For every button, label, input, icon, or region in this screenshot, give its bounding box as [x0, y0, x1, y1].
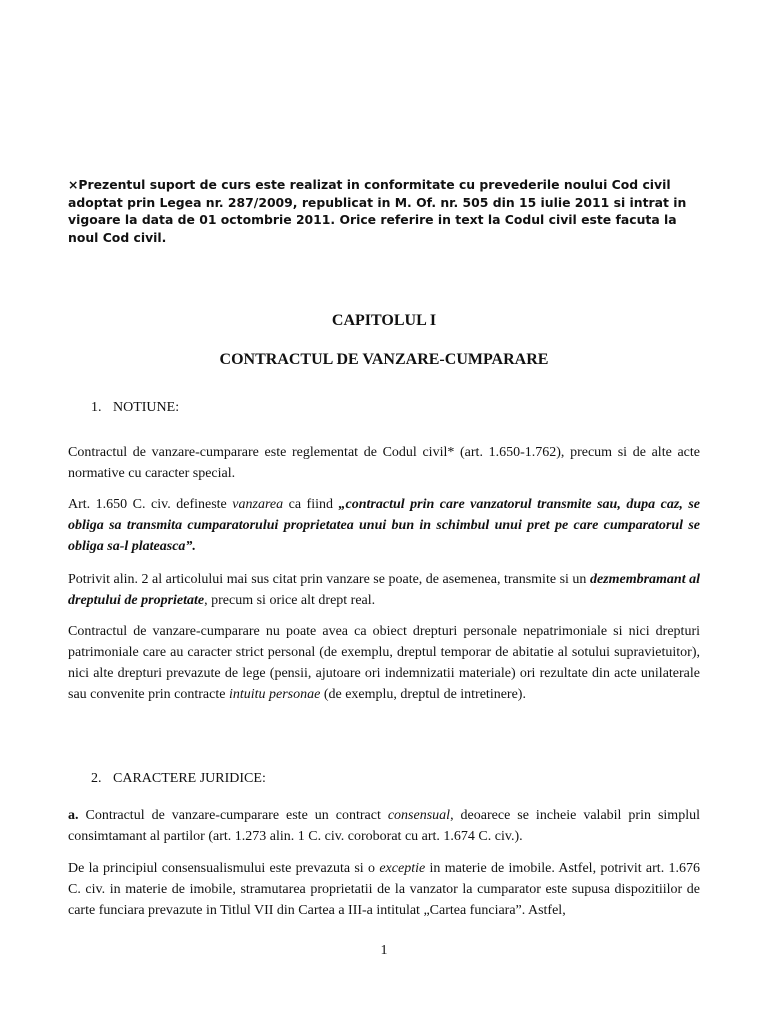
- paragraph-consensual: [68, 805, 700, 847]
- paragraph-object-limits: [68, 621, 700, 705]
- paragraph-text: ca fiind: [283, 497, 339, 512]
- paragraph-text: Contractul de vanzare-cumparare nu poate avea ca obiect drepturi personale nepatrimoniale si nici drepturi patrimoniale care au caracter strict personal (de exemplu, dreptul temporar de abitatie al sotului supravietuitor), nici alte drepturi prevazute de lege (pensii, ajutoare ori indemnizatii materiale) ori rezultate din acte unilaterale sau convenite prin contracte: [68, 624, 700, 702]
- emphasis-text: vanzarea: [232, 497, 284, 512]
- paragraph-text: in materie de imobile. Astfel, potrivit art. 1.676 C. civ. in materie de imobile, stramutarea proprietatii de la vanzator la cumparator este supusa dispozitiilor de carte funciara prevazute in Titlul VII din Cartea a III-a intitulat „Cartea funciara”. Astfel,: [68, 861, 701, 918]
- section-heading-notiune: [91, 400, 179, 416]
- paragraph-text: Art. 1.650 C. civ. defineste: [68, 497, 233, 512]
- section-title: NOTIUNE:: [113, 400, 180, 415]
- chapter-title: CONTRACTUL DE VANZARE-CUMPARARE: [219, 351, 549, 368]
- section-number: 1.: [91, 400, 102, 415]
- section-heading-caractere: [91, 771, 266, 787]
- paragraph-exception: [68, 858, 700, 921]
- paragraph-alin2: [68, 569, 700, 611]
- paragraph-text: (de exemplu, dreptul de intretinere).: [320, 687, 526, 702]
- emphasis-text: intuitu personae: [228, 687, 321, 702]
- emphasis-text: dezmembramant al dreptului de proprietate: [68, 572, 701, 608]
- paragraph-text: , precum si orice alt drept real.: [204, 593, 376, 608]
- section-title: CARACTERE JURIDICE:: [113, 771, 266, 786]
- section-number: 2.: [91, 771, 102, 786]
- emphasis-text: exceptie: [379, 861, 426, 876]
- paragraph-text: Contractul de vanzare-cumparare este un contract: [78, 808, 388, 823]
- paragraph-text: De la principiul consensualismului este prevazuta si o: [68, 861, 380, 876]
- paragraph-text: , deoarece se incheie valabil prin simplul consimtamant al partilor (art. 1.273 alin. 1 C. civ. coroborat cu art. 1.674 C. civ.).: [68, 808, 700, 844]
- paragraph-text: Potrivit alin. 2 al articolului mai sus citat prin vanzare se poate, de asemenea, transmite si un: [68, 572, 590, 587]
- chapter-number: CAPITOLUL I: [331, 312, 437, 329]
- definition-quote: „contractul prin care vanzatorul transmite sau, dupa caz, se obliga sa transmita cumparatorului proprietatea unui bun in schimbul unui pret pe care cumparatorul se obliga sa-l plateasca”.: [68, 497, 700, 554]
- paragraph-regulation: Contractul de vanzare-cumparare este reglementat de Codul civil* (art. 1.650-1.762), precum si de alte acte normative cu caracter special.: [68, 445, 700, 481]
- page-number: 1: [380, 943, 388, 958]
- paragraph-definition: [68, 494, 700, 557]
- list-marker: a.: [68, 808, 79, 823]
- emphasis-text: consensual: [387, 808, 451, 823]
- footnote-note: ×Prezentul suport de curs este realizat in conformitate cu prevederile noului Cod civil adoptat prin Legea nr. 287/2009, republicat in M. Of. nr. 505 din 15 iulie 2011 si intrat in vigoare la data de 01 octombrie 2011. Orice referire in text la Codul civil este facuta la noul Cod civil.: [68, 177, 687, 245]
